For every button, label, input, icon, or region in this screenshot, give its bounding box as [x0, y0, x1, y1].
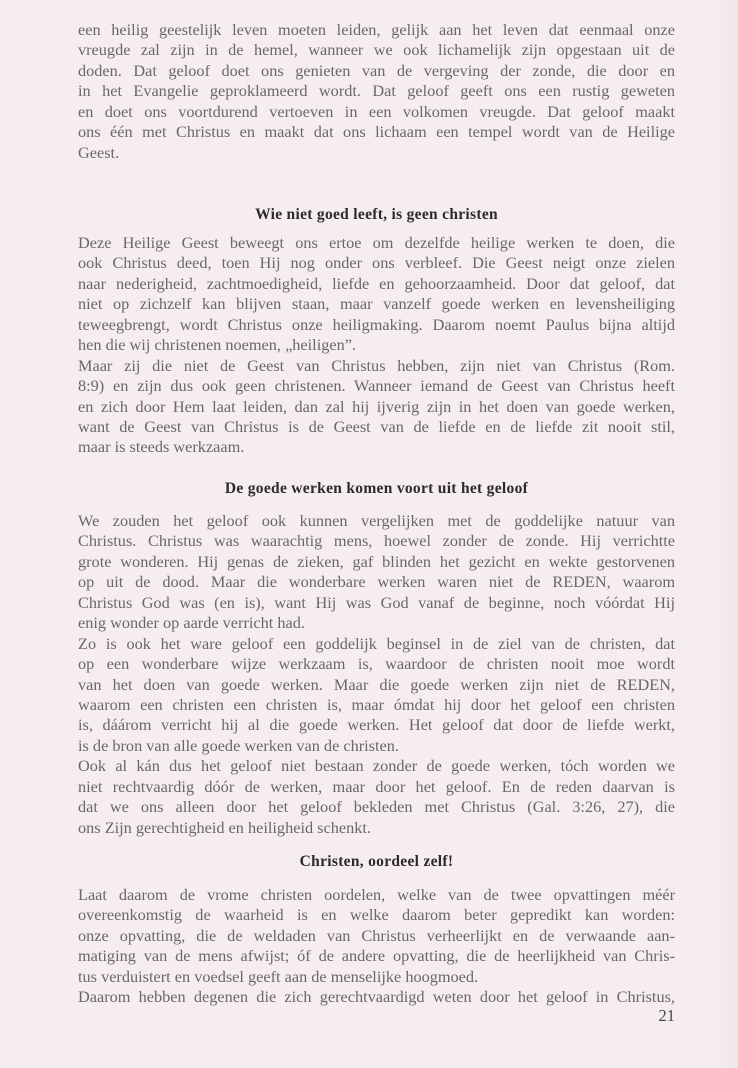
text-line: overeenkomstig de waarheid is en welke daarom beter gepredikt kan worden:: [78, 905, 675, 925]
text-line: maar is steeds werkzaam.: [78, 437, 245, 457]
text-line: Zo is ook het ware geloof een goddelijk beginsel in de ziel van de christen, dat: [78, 633, 675, 653]
text-line: Daarom hebben degenen die zich gerechtvaardigd weten door het geloof in Christus,: [78, 987, 675, 1007]
text-line: hen die wij christenen noemen, „heiligen”.: [78, 335, 357, 355]
text-line: dat we ons alleen door het geloof bekleden met Christus (Gal. 3:26, 27), die: [78, 797, 675, 817]
text-line: doden. Dat geloof doet ons genieten van de vergeving der zonde, die door en: [78, 60, 675, 80]
text-line: ons één met Christus en maakt dat ons lichaam een tempel wordt van de Heilige: [78, 122, 675, 142]
text-line: Christus. Christus was waarachtig mens, hoewel zonder de zonde. Hij verrichtte: [78, 531, 675, 551]
section-heading-1: Wie niet goed leeft, is geen christen: [255, 206, 498, 223]
text-line: We zouden het geloof ook kunnen vergelijken met de goddelijke natuur van: [78, 511, 675, 530]
text-line: enig wonder op aarde verricht had.: [78, 613, 305, 633]
text-line: een heilig geestelijk leven moeten leiden, gelijk aan het leven dat eenmaal onze: [78, 20, 675, 39]
text-line: tus verduistert en voedsel geeft aan de menselijke hoogmoed.: [78, 966, 479, 986]
text-line: niet op zichzelf kan blijven staan, maar vanzelf goede werken en levensheiliging: [78, 294, 675, 314]
text-line: in het Evangelie geproklameerd wordt. Dat geloof geeft ons een rustig geweten: [78, 81, 675, 101]
section-heading-2: De goede werken komen voort uit het geloof: [224, 480, 529, 497]
text-line: grote wonderen. Hij genas de zieken, gaf blinden het gezicht en wekte gestorvenen: [78, 551, 675, 571]
text-line: en zich door Hem laat leiden, dan zal hij ijverig zijn in het doen van goede werken,: [78, 396, 675, 416]
text-line: Laat daarom de vrome christen oordelen, welke van de twee opvattingen méér: [78, 885, 675, 904]
text-line: op uit de dood. Maar die wonderbare werken waren niet de REDEN, waarom: [78, 572, 675, 592]
text-line: Ook al kán dus het geloof niet bestaan zonder de goede werken, tóch worden we: [78, 756, 675, 776]
text-block-1: [78, 20, 675, 163]
text-line: onze opvatting, die de weldaden van Christus verheerlijkt en de verwaande aan-: [78, 925, 675, 945]
section-heading-3: Christen, oordeel zelf!: [299, 853, 454, 870]
text-line: matiging van de mens afwijst; óf de andere opvatting, die de heerlijkheid van Chris-: [78, 946, 675, 966]
text-line: Geest.: [78, 142, 120, 162]
text-line: Maar zij die niet de Geest van Christus hebben, zijn niet van Christus (Rom.: [78, 355, 675, 375]
text-line: naar nederigheid, zachtmoedigheid, liefde en gehoorzaamheid. Door dat geloof, dat: [78, 273, 675, 293]
text-line: Deze Heilige Geest beweegt ons ertoe om dezelfde heilige werken te doen, die: [78, 233, 675, 252]
text-line: ons Zijn gerechtigheid en heiligheid schenkt.: [78, 817, 371, 837]
text-line: 8:9) en zijn dus ook geen christenen. Wanneer iemand de Geest van Christus heeft: [78, 376, 675, 396]
text-line: waarom een christen een christen is, maar ómdat hij door het geloof een christen: [78, 694, 675, 714]
text-block-4: [78, 885, 675, 1008]
text-line: is de bron van alle goede werken van de christen.: [78, 735, 399, 755]
text-block-3: [78, 511, 675, 838]
text-line: van het doen van goede werken. Maar die goede werken zijn niet de REDEN,: [78, 674, 675, 694]
text-line: Christus God was (en is), want Hij was God vanaf de beginne, noch vóórdat Hij: [78, 592, 675, 612]
text-line: ook Christus deed, toen Hij nog onder ons verbleef. Die Geest neigt onze zielen: [78, 253, 675, 273]
text-line: want de Geest van Christus is de Geest van de liefde en de liefde zit nooit stil,: [78, 416, 675, 436]
text-line: is, dáárom verricht hij al die goede werken. Het geloof dat door de liefde werkt,: [78, 715, 675, 735]
text-block-2: [78, 233, 675, 458]
page-edge-shadow: [710, 0, 738, 1068]
text-line: op een wonderbare wijze werkzaam is, waardoor de christen nooit moe wordt: [78, 654, 675, 674]
text-line: teweegbrengt, wordt Christus onze heiligmaking. Daarom noemt Paulus bijna altijd: [78, 314, 675, 334]
page-number: 21: [658, 1006, 675, 1025]
text-line: niet rechtvaardig dóór de werken, maar door het geloof. En de reden daarvan is: [78, 776, 675, 796]
text-line: vreugde zal zijn in de hemel, wanneer we ook lichamelijk zijn opgestaan uit de: [78, 40, 675, 60]
text-line: en doet ons voortdurend vertoeven in een volkomen vreugde. Dat geloof maakt: [78, 101, 675, 121]
